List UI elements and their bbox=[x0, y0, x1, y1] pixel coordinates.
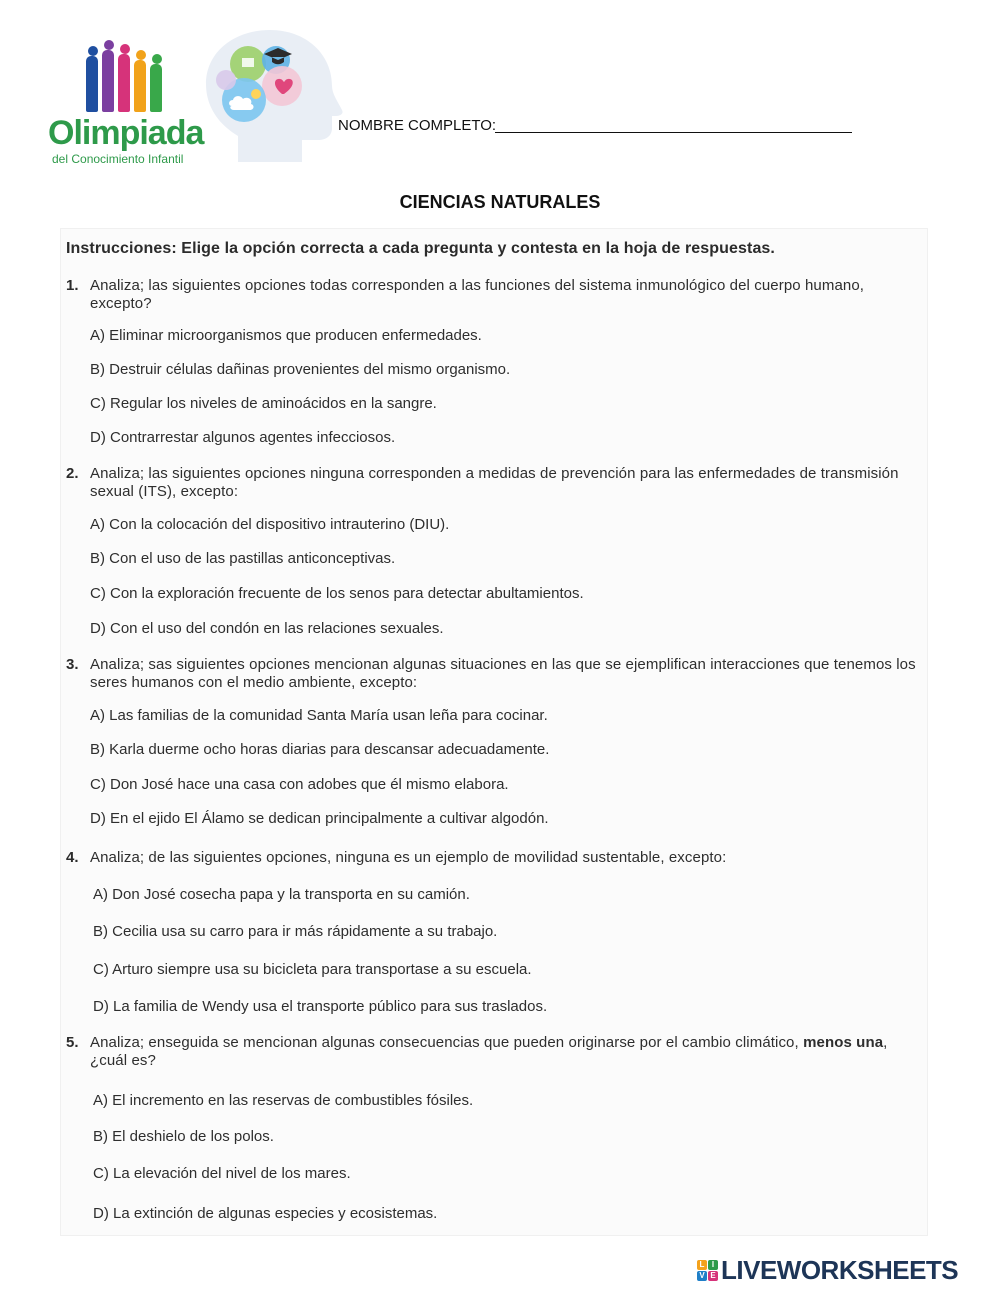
sun-icon bbox=[251, 89, 261, 99]
logo-bar-dot bbox=[120, 44, 130, 54]
question-text-emphasis: menos una bbox=[803, 1034, 884, 1051]
question-text-end: , ¿cuál es? bbox=[90, 1034, 888, 1069]
logo-bar bbox=[118, 54, 130, 112]
brain-bubble-lilac bbox=[216, 70, 236, 90]
logo-bar bbox=[86, 56, 98, 112]
question-number: 5. bbox=[66, 1034, 79, 1051]
option-4b[interactable]: B) Cecilia usa su carro para ir más rápidamente a su trabajo. bbox=[93, 923, 498, 940]
option-3d[interactable]: D) En el ejido El Álamo se dedican principalmente a cultivar algodón. bbox=[90, 810, 549, 827]
logo-bar bbox=[102, 50, 114, 112]
question-number: 2. bbox=[66, 465, 79, 482]
option-2d[interactable]: D) Con el uso del condón en las relaciones sexuales. bbox=[90, 620, 444, 637]
liveworksheets-wordmark: LIVEWORKSHEETS bbox=[721, 1255, 959, 1285]
grid-letter: V bbox=[697, 1271, 707, 1281]
option-5d[interactable]: D) La extinción de algunas especies y ecosistemas. bbox=[93, 1205, 438, 1222]
option-1a[interactable]: A) Eliminar microorganismos que producen enfermedades. bbox=[90, 327, 482, 344]
full-name-blank-line[interactable] bbox=[495, 132, 852, 133]
option-5c[interactable]: C) La elevación del nivel de los mares. bbox=[93, 1165, 351, 1182]
question-text bbox=[90, 1034, 922, 1070]
option-1b[interactable]: B) Destruir células dañinas provenientes del mismo organismo. bbox=[90, 361, 511, 378]
instructions: Instrucciones: Elige la opción correcta a cada pregunta y contesta en la hoja de respuestas. bbox=[66, 240, 775, 257]
option-2c[interactable]: C) Con la exploración frecuente de los senos para detectar abultamientos. bbox=[90, 585, 584, 602]
option-4d[interactable]: D) La familia de Wendy usa el transporte público para sus traslados. bbox=[93, 998, 548, 1015]
option-3b[interactable]: B) Karla duerme ocho horas diarias para descansar adecuadamente. bbox=[90, 741, 550, 758]
option-5b[interactable]: B) El deshielo de los polos. bbox=[93, 1128, 274, 1145]
question-text: Analiza; las siguientes opciones ninguna corresponden a medidas de prevención para las enfermedades de transmisión sexual (ITS), excepto: bbox=[90, 465, 899, 500]
logo-bar bbox=[134, 60, 146, 112]
grid-letter: L bbox=[697, 1260, 707, 1270]
option-1d[interactable]: D) Contrarrestar algunos agentes infecciosos. bbox=[90, 429, 396, 446]
full-name-label: NOMBRE COMPLETO: bbox=[338, 117, 497, 134]
olimpiada-logo bbox=[48, 38, 204, 168]
option-5a[interactable]: A) El incremento en las reservas de combustibles fósiles. bbox=[93, 1092, 474, 1109]
question-number: 4. bbox=[66, 849, 79, 866]
option-4a[interactable]: A) Don José cosecha papa y la transporta en su camión. bbox=[93, 886, 470, 903]
worksheet-scan bbox=[60, 228, 928, 1236]
option-4c[interactable]: C) Arturo siempre usa su bicicleta para transportase a su escuela. bbox=[93, 961, 532, 978]
subject-title: CIENCIAS NATURALES bbox=[399, 192, 601, 212]
question-text: Analiza; de las siguientes opciones, ninguna es un ejemplo de movilidad sustentable, excepto: bbox=[90, 849, 727, 866]
question-number: 3. bbox=[66, 656, 79, 673]
option-3c[interactable]: C) Don José hace una casa con adobes que él mismo elabora. bbox=[90, 776, 509, 793]
grid-letter: E bbox=[708, 1271, 718, 1281]
logo-bar bbox=[150, 64, 162, 112]
option-2a[interactable]: A) Con la colocación del dispositivo intrauterino (DIU). bbox=[90, 516, 450, 533]
liveworksheets-grid-icon bbox=[697, 1260, 719, 1282]
logo-bar-dot bbox=[104, 40, 114, 50]
logo-wordmark: Olimpiada bbox=[48, 114, 204, 152]
option-2b[interactable]: B) Con el uso de las pastillas anticonceptivas. bbox=[90, 550, 396, 567]
question-number: 1. bbox=[66, 277, 79, 294]
logo-bar-dot bbox=[152, 54, 162, 64]
logo-subtitle: del Conocimiento Infantil bbox=[52, 152, 184, 166]
grid-letter: I bbox=[708, 1260, 718, 1270]
child-head-illustration bbox=[198, 24, 348, 164]
option-1c[interactable]: C) Regular los niveles de aminoácidos en la sangre. bbox=[90, 395, 437, 412]
logo-bar-dot bbox=[88, 46, 98, 56]
book-icon bbox=[242, 58, 254, 67]
option-3a[interactable]: A) Las familias de la comunidad Santa María usan leña para cocinar. bbox=[90, 707, 548, 724]
question-text-start: Analiza; enseguida se mencionan algunas consecuencias que pueden originarse por el cambio climático, bbox=[90, 1034, 799, 1051]
question-text: Analiza; sas siguientes opciones mencionan algunas situaciones en las que se ejemplifican interacciones que tenemos los seres humanos con el medio ambiente, excepto: bbox=[90, 656, 916, 691]
logo-bar-dot bbox=[136, 50, 146, 60]
question-text: Analiza; las siguientes opciones todas corresponden a las funciones del sistema inmunológico del cuerpo humano, excepto? bbox=[90, 277, 865, 312]
